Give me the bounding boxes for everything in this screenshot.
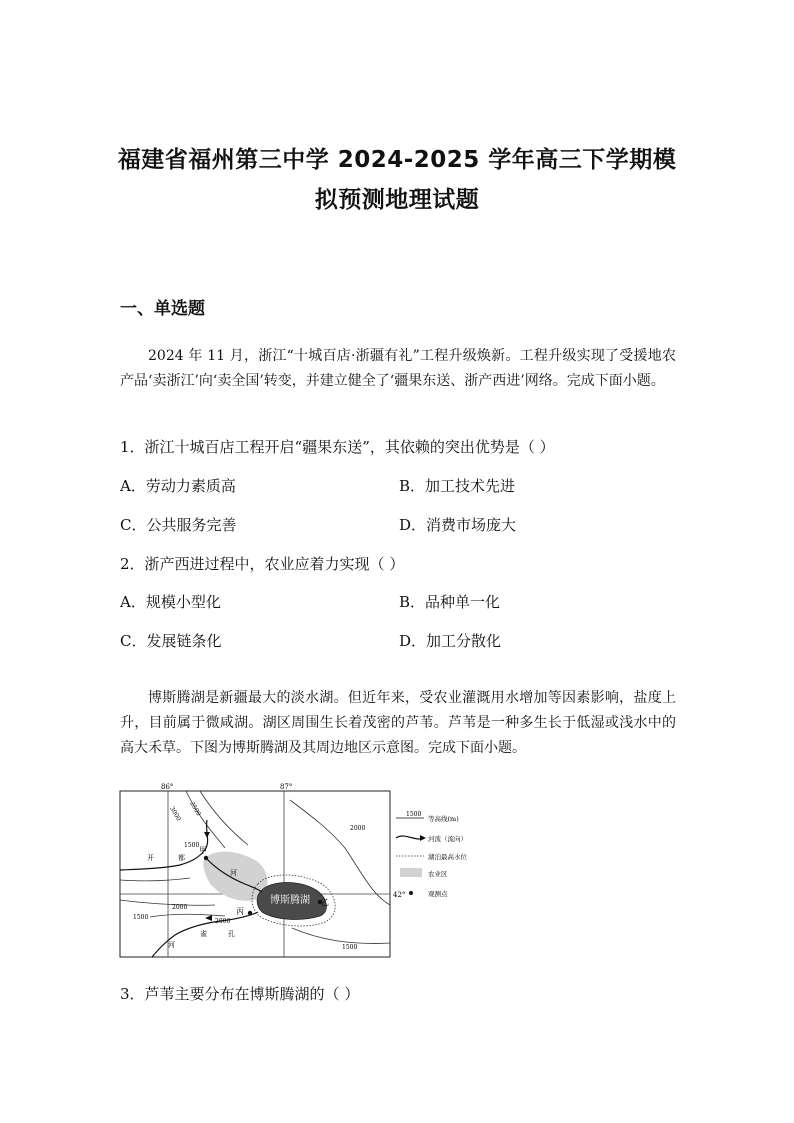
question-3-stem: 3．芦苇主要分布在博斯腾湖的（ ） [120, 985, 360, 1003]
contour-label-2000-w: 2000 [172, 904, 188, 911]
river-char-kong: 孔 [228, 930, 235, 938]
legend-river-swatch [396, 836, 424, 839]
observation-point-jia [204, 856, 208, 860]
contour-2000-west [120, 900, 215, 905]
passage-2: 博斯腾湖是新疆最大的淡水湖。但近年来，受农业灌溉用水增加等因素影响，盐度上升，目前属于微咸湖。湖区周围生长着茂密的芦苇。芦苇是一种多生长于低湿或浅水中的高大禾草。下图为博斯腾湖及其周边地区示意图。完成下面小题。 [120, 690, 676, 756]
q1-option-c[interactable]: C．公共服务完善 [120, 516, 237, 534]
river-char-du: 都 [178, 854, 185, 862]
q2-option-d[interactable]: D．加工分散化 [399, 632, 502, 650]
place-yi: 乙 [321, 898, 329, 907]
observation-point-bing [248, 911, 252, 915]
legend-agri-label: 农业区 [428, 870, 448, 878]
passage-1: 2024 年 11 月，浙江“十城百店·浙疆有礼”工程升级焕新。工程升级实现了受援地农产品‘卖浙江’向‘卖全国’转变，并建立健全了‘疆果东送、浙产西进’网络。完成下面小题。 [120, 348, 676, 389]
legend-contour-label: 等高线(m) [428, 815, 459, 823]
contour-label-2000-s: 2000 [215, 918, 231, 925]
contour-1500-south [150, 914, 225, 917]
legend-water-level-label: 湖泊最高水位 [428, 853, 467, 861]
contour-label-2500: 2500 [188, 800, 202, 818]
legend-observation-swatch [409, 891, 413, 895]
river-flow-arrow-lower [205, 915, 212, 921]
question-2-stem: 2．浙产西进过程中，农业应着力实现（ ） [120, 555, 405, 573]
q2-option-a[interactable]: A．规模小型化 [120, 593, 221, 611]
contour-1500-east [292, 928, 390, 943]
q2-option-b[interactable]: B．品种单一化 [399, 593, 501, 611]
lon-label-86: 86° [161, 783, 174, 791]
contour-label-3000: 3000 [168, 805, 182, 823]
contour-1500-west [120, 878, 190, 881]
legend-contour-value: 1500 [406, 811, 422, 818]
q2-option-c[interactable]: C．发展链条化 [120, 632, 222, 650]
q1-option-d[interactable]: D．消费市场庞大 [399, 516, 517, 534]
contour-label-1500-sw: 1500 [133, 914, 149, 921]
question-1-stem: 1．浙江十城百店工程开启“疆果东送”，其依赖的突出优势是（ ） [120, 438, 555, 456]
river-char-kai: 开 [147, 854, 154, 862]
lake-label: 博斯腾湖 [270, 895, 310, 906]
lat-label-42: 42° [393, 891, 406, 899]
map-legend [396, 811, 468, 898]
legend-river-label: 河流（流向） [428, 835, 467, 843]
title-line-2: 拟预测地理试题 [314, 187, 480, 213]
river-char-he-2: 河 [168, 941, 175, 949]
river-char-que: 雀 [200, 930, 207, 938]
section-heading: 一、单选题 [120, 299, 205, 319]
title-line-1: 福建省福州第三中学 2024-2025 学年高三下学期模 [117, 147, 677, 173]
legend-observation-label: 观测点 [428, 890, 448, 898]
lon-label-87: 87° [280, 783, 293, 791]
contour-label-1500-n: 1500 [184, 842, 200, 849]
place-bing: 丙 [236, 907, 244, 916]
q1-option-b[interactable]: B．加工技术先进 [399, 477, 516, 495]
river-char-he-1: 河 [230, 869, 237, 877]
contour-label-1500-se: 1500 [342, 944, 358, 951]
contour-label-2000-ne: 2000 [350, 825, 366, 832]
place-jia: 甲 [199, 846, 207, 855]
river-flow-arrow-upper [204, 832, 210, 838]
q1-option-a[interactable]: A．劳动力素质高 [120, 477, 236, 495]
legend-agri-swatch [400, 868, 422, 877]
legend-river-arrow [420, 835, 426, 841]
